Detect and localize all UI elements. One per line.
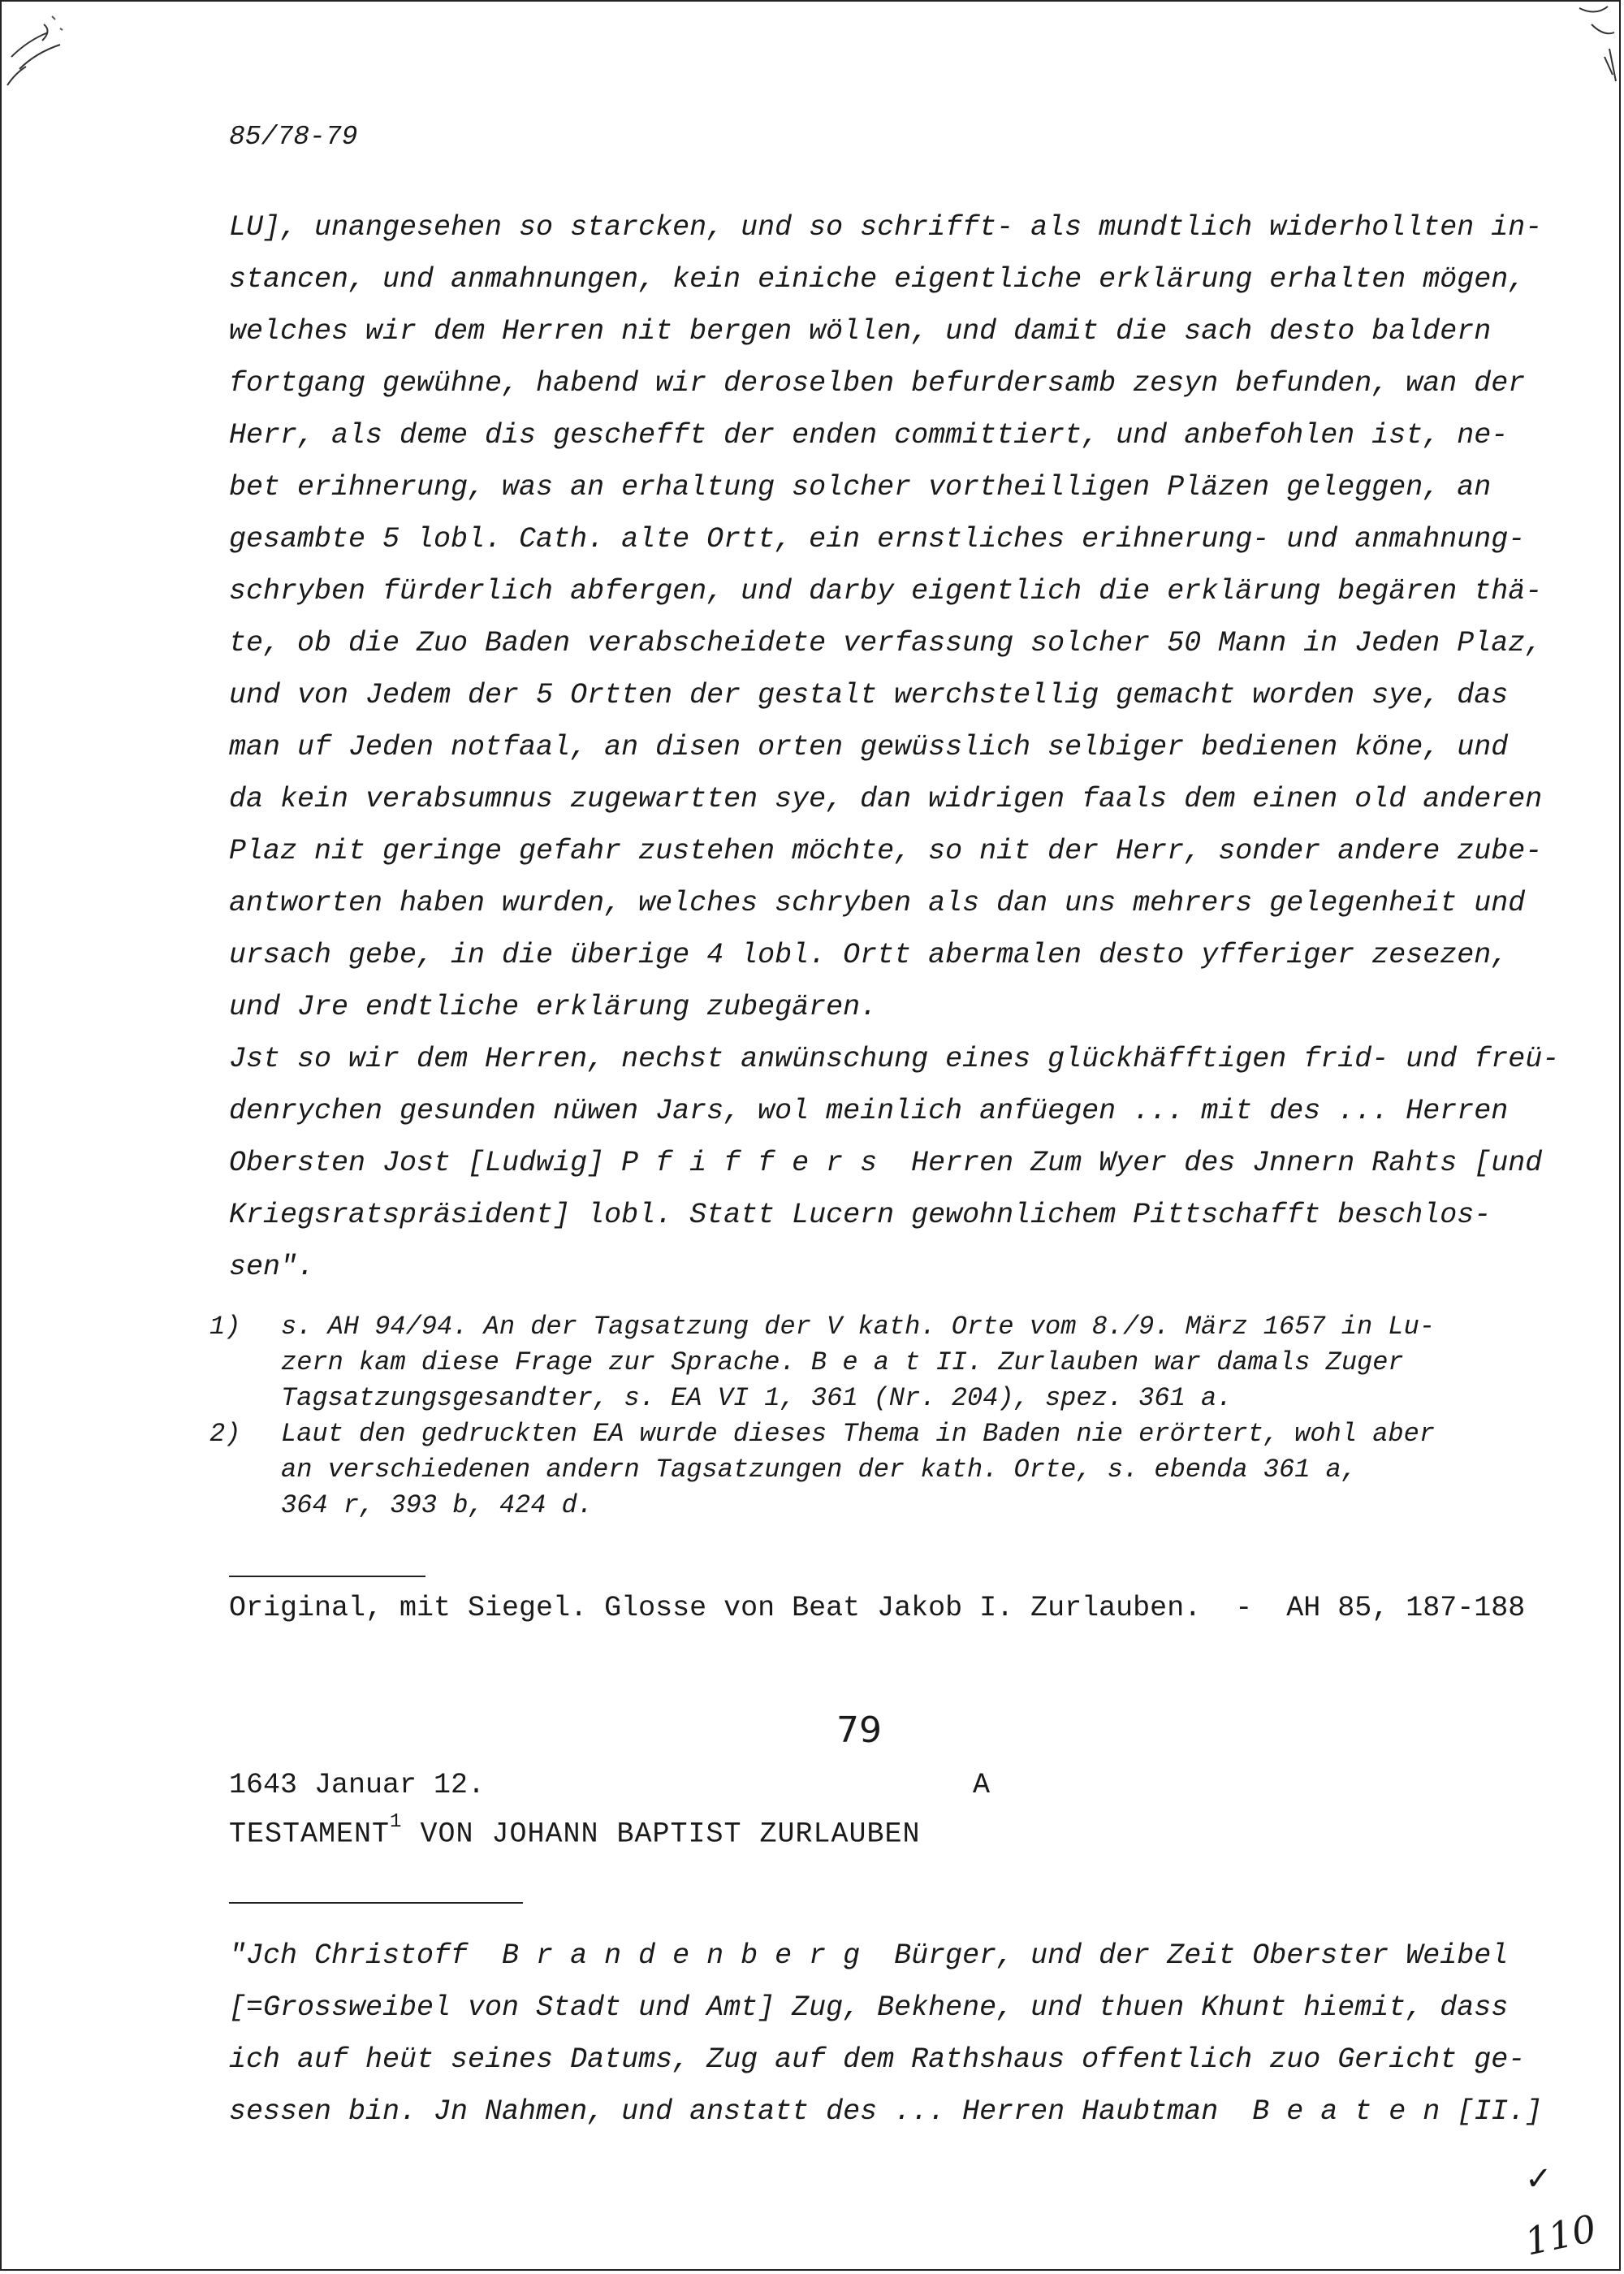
letter-line: Plaz nit geringe gefahr zustehen möchte, so nit der Herr, sonder andere zube- xyxy=(229,835,1543,867)
title-footnote-ref: 1 xyxy=(390,1811,403,1833)
footnote-text: 364 r, 393 b, 424 d. xyxy=(281,1490,594,1520)
document-date: 1643 Januar 12. xyxy=(229,1769,486,1801)
letter-line: gesambte 5 lobl. Cath. alte Ortt, ein ernstliches erihnerung- und anmahnung- xyxy=(229,523,1526,556)
footnote-1-line xyxy=(209,1381,1509,1416)
footnote-number: 2) xyxy=(209,1419,241,1449)
testament-line: "Jch Christoff B r a n d e n b e r g Bürger, und der Zeit Oberster Weibel xyxy=(229,1939,1509,1972)
letter-line: fortgang gewühne, habend wir deroselben befurdersamb zesyn befunden, wan der xyxy=(229,367,1526,400)
letter-line: bet erihnerung, was an erhaltung solcher vortheilligen Pläzen geleggen, an xyxy=(229,471,1492,504)
letter-line: und Jre endtliche erklärung zubegären. xyxy=(229,991,878,1023)
document-letter: A xyxy=(973,1769,991,1801)
footnote-2-line xyxy=(209,1452,1509,1488)
footnote-2-line xyxy=(209,1488,1509,1524)
letter-line: man uf Jeden notfaal, an disen orten gewüsslich selbiger bedienen köne, und xyxy=(229,731,1509,763)
source-divider xyxy=(229,1576,425,1577)
letter-line: stancen, und anmahnungen, kein einiche eigentliche erklärung erhalten mögen, xyxy=(229,263,1526,296)
letter-line: schryben fürderlich abfergen, und darby eigentlich die erklärung begären thä- xyxy=(229,575,1543,607)
letter-line: Herr, als deme dis geschefft der enden committiert, und anbefohlen ist, ne- xyxy=(229,419,1509,452)
letter-line: denrychen gesunden nüwen Jars, wol meinlich anfüegen ... mit des ... Herren xyxy=(229,1095,1509,1127)
letter-line: da kein verabsumnus zugewartten sye, dan widrigen faals dem einen old anderen xyxy=(229,783,1543,815)
page-reference: 85/78-79 xyxy=(229,122,358,152)
footnote-text: an verschiedenen andern Tagsatzungen der kath. Orte, s. ebenda 361 a, xyxy=(281,1455,1358,1485)
title-divider xyxy=(229,1902,523,1904)
title-rest: VON JOHANN BAPTIST ZURLAUBEN xyxy=(402,1818,921,1851)
footnote-text: Laut den gedruckten EA wurde dieses Thema in Baden nie erörtert, wohl aber xyxy=(281,1419,1436,1449)
letter-line: sen". xyxy=(229,1251,315,1283)
letter-line: LU], unangesehen so starcken, und so schrifft- als mundtlich widerhollten in- xyxy=(229,211,1543,244)
corner-pencil-mark-left xyxy=(3,8,76,97)
letter-line: Obersten Jost [Ludwig] P f i f f e r s Herren Zum Wyer des Jnnern Rahts [und xyxy=(229,1147,1543,1179)
corner-pencil-mark-right xyxy=(1575,0,1621,89)
footnote-1-line xyxy=(209,1309,1509,1345)
testament-line: [=Grossweibel von Stadt und Amt] Zug, Bekhene, und thuen Khunt hiemit, dass xyxy=(229,1991,1509,2024)
letter-line: Kriegsratspräsident] lobl. Statt Lucern gewohnlichem Pittschafft beschlos- xyxy=(229,1199,1492,1231)
document-number: 79 xyxy=(836,1710,882,1751)
testament-body xyxy=(229,1930,1543,2138)
source-note: Original, mit Siegel. Glosse von Beat Jakob I. Zurlauben. - AH 85, 187-188 xyxy=(229,1592,1526,1624)
footnote-text: zern kam diese Frage zur Sprache. B e a t II. Zurlauben war damals Zuger xyxy=(281,1347,1404,1377)
handwritten-page-number: 110 xyxy=(1521,2206,1600,2264)
testament-line: sessen bin. Jn Nahmen, und anstatt des ... Herren Haubtman B e a t e n [II.] xyxy=(229,2095,1543,2128)
footnote-2-line xyxy=(209,1416,1509,1452)
footnotes xyxy=(209,1309,1509,1524)
testament-line: ich auf heüt seines Datums, Zug auf dem Rathshaus offentlich zuo Gericht ge- xyxy=(229,2043,1526,2076)
letter-line: ursach gebe, in die überige 4 lobl. Ortt abermalen desto yfferiger zesezen, xyxy=(229,939,1509,971)
letter-body xyxy=(229,201,1560,1293)
footnote-number: 1) xyxy=(209,1312,241,1342)
letter-line: te, ob die Zuo Baden verabscheidete verfassung solcher 50 Mann in Jeden Plaz, xyxy=(229,627,1543,659)
letter-line: und von Jedem der 5 Ortten der gestalt werchstellig gemacht worden sye, das xyxy=(229,679,1509,711)
letter-line: welches wir dem Herren nit bergen wöllen, und damit die sach desto baldern xyxy=(229,315,1492,348)
title-main: TESTAMENT xyxy=(229,1818,391,1851)
document-title xyxy=(229,1811,921,1851)
footnote-text: Tagsatzungsgesandter, s. EA VI 1, 361 (Nr. 204), spez. 361 a. xyxy=(281,1383,1233,1413)
footnote-text: s. AH 94/94. An der Tagsatzung der V kath. Orte vom 8./9. März 1657 in Lu- xyxy=(281,1312,1436,1342)
footnote-1-line xyxy=(209,1345,1509,1381)
letter-line: Jst so wir dem Herren, nechst anwünschung eines glückhäfftigen frid- und freü- xyxy=(229,1043,1560,1075)
check-mark: ✓ xyxy=(1525,2160,1553,2198)
letter-line: antworten haben wurden, welches schryben als dan uns mehrers gelegenheit und xyxy=(229,887,1526,919)
